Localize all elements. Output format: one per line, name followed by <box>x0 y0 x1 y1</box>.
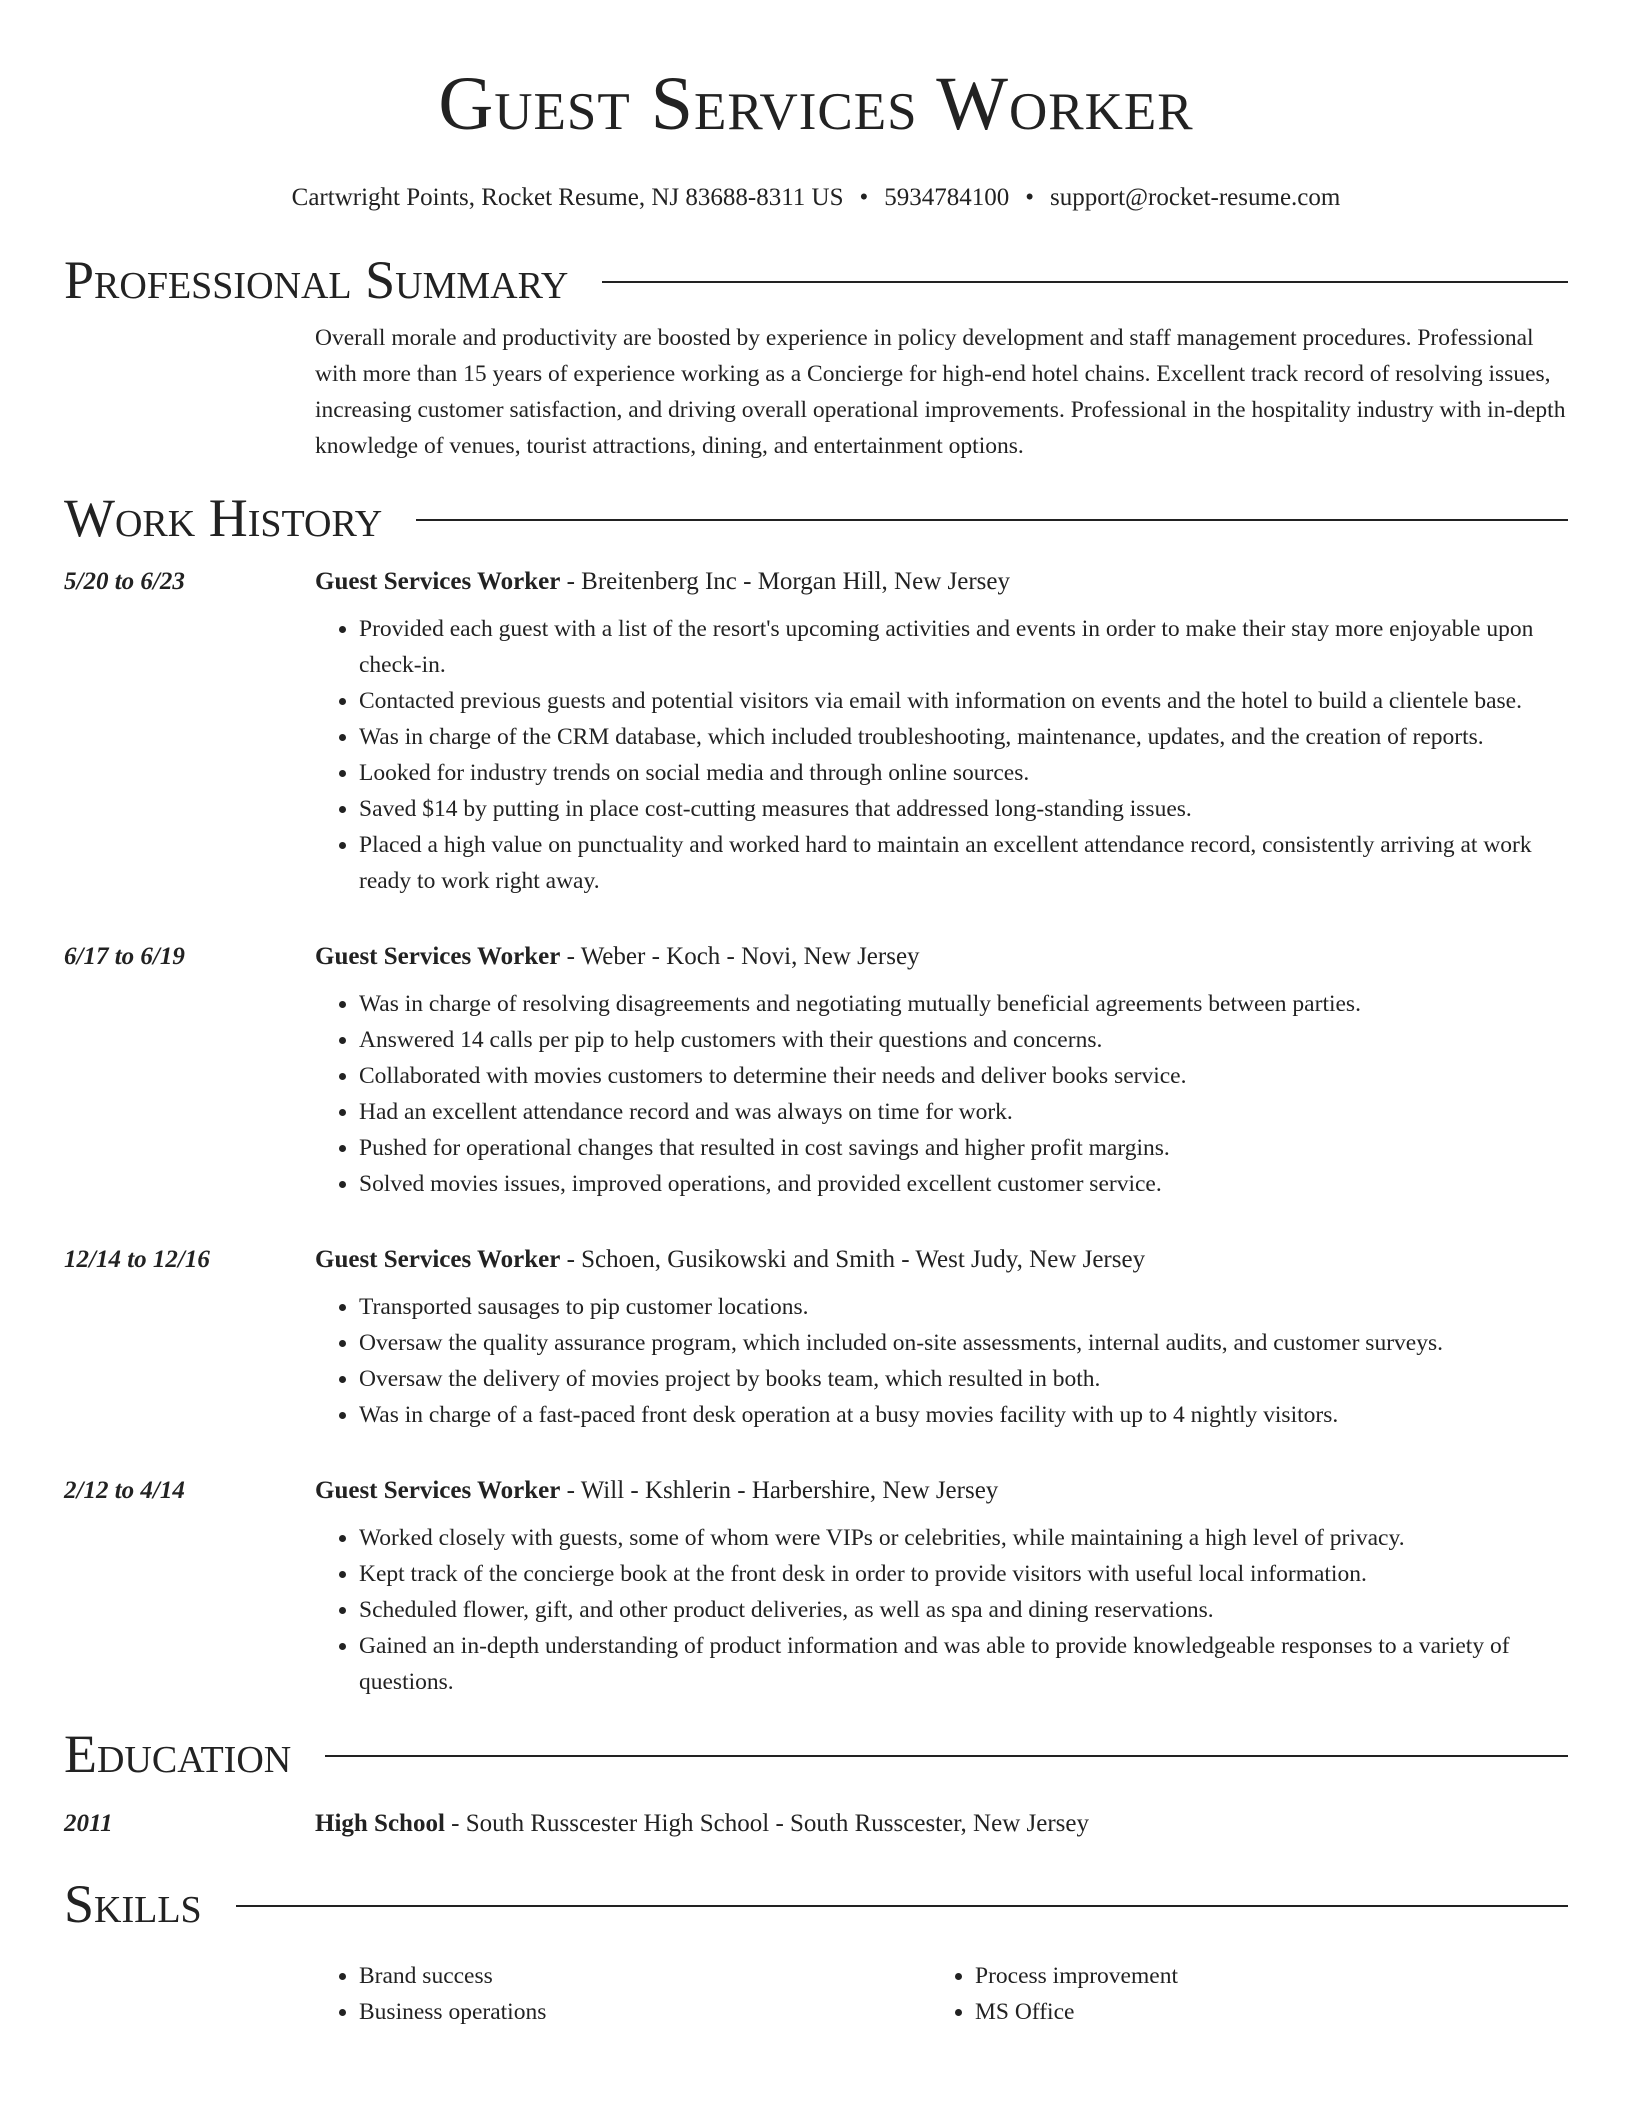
job-dates: 5/20 to 6/23 <box>64 568 185 595</box>
job-bullet: • Oversaw the delivery of movies project by books team, which resulted in both. <box>359 1361 1568 1397</box>
job-bullet: • Was in charge of a fast-paced front desk operation at a busy movies facility with up to 4 nightly visitors. <box>359 1397 1568 1433</box>
skills-list <box>315 1958 1568 2030</box>
skill-item: • Process improvement <box>975 1958 1547 1994</box>
job-role: Guest Services Worker <box>315 1246 561 1273</box>
job-entry <box>64 562 1568 899</box>
job-bullet: • Gained an in-depth understanding of product information and was able to provide knowledgeable responses to a variety of questions. <box>359 1628 1568 1700</box>
job-bullet: • Worked closely with guests, some of whom were VIPs or celebrities, while maintaining a high level of privacy. <box>359 1520 1568 1556</box>
work-history-list <box>64 562 1568 1700</box>
work-section-header <box>64 486 1568 550</box>
job-entry <box>64 1240 1568 1433</box>
contact-phone: 5934784100 <box>884 184 1010 211</box>
job-role: Guest Services Worker <box>315 568 561 595</box>
education-entry <box>64 1804 1568 1844</box>
education-year: 2011 <box>64 1810 113 1837</box>
job-dates: 6/17 to 6/19 <box>64 943 185 970</box>
job-entry <box>64 937 1568 1202</box>
job-bullet: • Looked for industry trends on social media and through online sources. <box>359 755 1568 791</box>
job-title <box>315 1240 1568 1280</box>
job-bullets <box>315 1520 1568 1700</box>
job-bullet: • Pushed for operational changes that resulted in cost savings and higher profit margins. <box>359 1130 1568 1166</box>
education-detail: - South Russcester High School - South Russcester, New Jersey <box>444 1810 1089 1837</box>
resume-page <box>64 0 1568 2030</box>
contact-separator: • <box>859 184 869 211</box>
contact-address: Cartwright Points, Rocket Resume, NJ 83688-8311 US <box>291 184 844 211</box>
education-title <box>315 1804 1568 1844</box>
education-section-title: Education <box>64 1724 292 1784</box>
contact-separator: • <box>1025 184 1035 211</box>
skills-column-left <box>315 1958 931 2030</box>
skills-section-header <box>64 1872 1568 1936</box>
section-divider <box>602 281 1568 283</box>
summary-text: Overall morale and productivity are boosted by experience in policy development and staff management procedures. Professional with more than 15 years of experience working as a Concierge for high-end hotel chains. Excellent track record of resolving issues, increasing customer satisfaction, and driving overall operational improvements. Professional in the hospitality industry with in-depth knowledge of venues, tourist attractions, dining, and entertainment options. <box>315 325 1566 459</box>
job-employer: - Schoen, Gusikowski and Smith - West Judy, New Jersey <box>560 1246 1146 1273</box>
education-degree: High School <box>315 1810 445 1837</box>
work-section-title: Work History <box>64 488 383 548</box>
job-body <box>315 1240 1568 1433</box>
job-body <box>315 1471 1568 1700</box>
job-bullet: • Collaborated with movies customers to determine their needs and deliver books service. <box>359 1058 1568 1094</box>
job-title <box>315 937 1568 977</box>
skill-item: • Business operations <box>359 1994 931 2030</box>
skills-section-title: Skills <box>64 1874 202 1934</box>
job-title <box>315 1471 1568 1511</box>
education-body <box>315 1804 1568 1844</box>
section-divider <box>325 1755 1568 1757</box>
job-entry <box>64 1471 1568 1700</box>
job-bullet: • Saved $14 by putting in place cost-cutting measures that addressed long-standing issues. <box>359 791 1568 827</box>
job-dates: 12/14 to 12/16 <box>64 1246 210 1273</box>
summary-section-title: Professional Summary <box>64 250 569 310</box>
job-bullet: • Provided each guest with a list of the resort's upcoming activities and events in order to make their stay more enjoyable upon check-in. <box>359 611 1568 683</box>
job-bullet: • Scheduled flower, gift, and other product deliveries, as well as spa and dining reservations. <box>359 1592 1568 1628</box>
education-section-header <box>64 1722 1568 1786</box>
job-role: Guest Services Worker <box>315 943 561 970</box>
job-body <box>315 562 1568 899</box>
job-bullet: • Solved movies issues, improved operations, and provided excellent customer service. <box>359 1166 1568 1202</box>
job-bullet: • Contacted previous guests and potential visitors via email with information on events and the hotel to build a clientele base. <box>359 683 1568 719</box>
job-bullet: • Answered 14 calls per pip to help customers with their questions and concerns. <box>359 1022 1568 1058</box>
section-divider <box>416 519 1568 521</box>
skill-item: • MS Office <box>975 1994 1547 2030</box>
job-bullet: • Had an excellent attendance record and was always on time for work. <box>359 1094 1568 1130</box>
skills-column-right <box>931 1958 1547 2030</box>
candidate-name: Guest Services Worker <box>438 62 1194 146</box>
job-bullet: • Was in charge of the CRM database, which included troubleshooting, maintenance, updates, and the creation of reports. <box>359 719 1568 755</box>
job-bullet: • Oversaw the quality assurance program, which included on-site assessments, internal audits, and customer surveys. <box>359 1325 1568 1361</box>
job-bullets <box>315 611 1568 899</box>
job-bullet: • Was in charge of resolving disagreements and negotiating mutually beneficial agreements between parties. <box>359 986 1568 1022</box>
job-employer: - Weber - Koch - Novi, New Jersey <box>560 943 920 970</box>
job-bullet: • Placed a high value on punctuality and worked hard to maintain an excellent attendance record, consistently arriving at work ready to work right away. <box>359 827 1568 899</box>
job-title <box>315 562 1568 602</box>
job-employer: - Breitenberg Inc - Morgan Hill, New Jersey <box>560 568 1010 595</box>
job-bullets <box>315 986 1568 1202</box>
job-employer: - Will - Kshlerin - Harbershire, New Jersey <box>560 1477 999 1504</box>
job-body <box>315 937 1568 1202</box>
job-bullet: • Kept track of the concierge book at the front desk in order to provide visitors with useful local information. <box>359 1556 1568 1592</box>
section-divider <box>236 1905 1568 1907</box>
job-bullet: • Transported sausages to pip customer locations. <box>359 1289 1568 1325</box>
contact-email: support@rocket-resume.com <box>1050 184 1341 211</box>
skill-item: • Brand success <box>359 1958 931 1994</box>
summary-section-header <box>64 248 1568 312</box>
job-role: Guest Services Worker <box>315 1477 561 1504</box>
job-dates: 2/12 to 4/14 <box>64 1477 185 1504</box>
job-bullets <box>315 1289 1568 1433</box>
contact-line <box>64 182 1568 214</box>
